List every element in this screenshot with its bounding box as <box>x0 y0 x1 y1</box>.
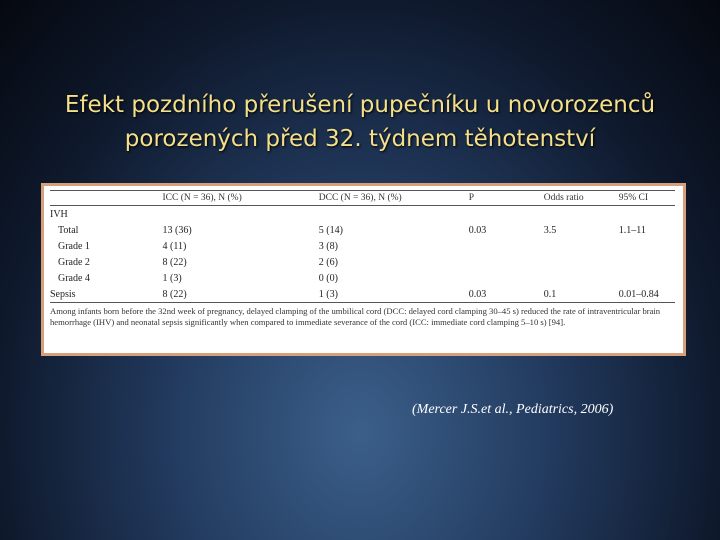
table-row <box>50 286 675 303</box>
slide-title <box>0 88 720 156</box>
table-row <box>50 254 675 270</box>
table-section-row <box>50 206 675 223</box>
table-cell: 1.1–11 <box>618 224 646 236</box>
table-cell: 1 (3) <box>319 286 469 303</box>
table-cell <box>619 270 675 286</box>
table-cell: 0.01–0.84 <box>619 286 675 303</box>
table-header-row <box>50 191 675 206</box>
table-cell: 0.1 <box>544 286 619 303</box>
table-cell: Grade 4 <box>58 272 90 284</box>
header-cell: 95% CI <box>619 191 675 206</box>
section-label: IVH <box>50 208 68 220</box>
table-cell <box>619 254 675 270</box>
table-row <box>50 270 675 286</box>
table-cell <box>544 238 619 254</box>
table-cell <box>469 270 544 286</box>
results-table <box>50 190 675 303</box>
table-row <box>50 222 675 238</box>
table-cell: Sepsis <box>50 286 163 303</box>
table-image-frame <box>41 183 686 356</box>
table-cell <box>619 238 675 254</box>
table-cell <box>469 238 544 254</box>
citation: (Mercer J.S.et al., Pediatrics, 2006) <box>412 402 614 417</box>
table-cell: 3.5 <box>543 224 557 236</box>
table-cell: 0.03 <box>468 224 487 236</box>
table-caption: Among infants born before the 32nd week of pregnancy, delayed clamping of the umbilical cord (DCC: delayed cord clamping 30–45 s) reduced the rate of intraventricular brain hemorrhage (IHV) and neonatal sepsis significantly when compared to immediate severance of the cord (ICC: immediate cord clamping 5–10 s) [94]. <box>50 306 661 327</box>
table-cell: 0.03 <box>469 286 544 303</box>
table-cell: 3 (8) <box>318 240 338 252</box>
header-cell: ICC (N = 36), N (%) <box>163 191 319 206</box>
table-cell: 4 (11) <box>162 240 187 252</box>
table-cell: Grade 2 <box>58 256 90 268</box>
header-cell: DCC (N = 36), N (%) <box>319 191 469 206</box>
table-cell <box>544 254 619 270</box>
table-cell <box>544 270 619 286</box>
table-cell: Total <box>58 224 79 236</box>
table-cell: 2 (6) <box>318 256 338 268</box>
table-cell: 5 (14) <box>318 224 343 236</box>
table-cell: 1 (3) <box>162 272 182 284</box>
table-row <box>50 238 675 254</box>
table-cell <box>469 254 544 270</box>
header-cell: Odds ratio <box>544 191 619 206</box>
study-table <box>44 186 683 353</box>
table-cell: 13 (36) <box>162 224 192 236</box>
table-cell: 8 (22) <box>162 256 187 268</box>
table-cell: Grade 1 <box>58 240 90 252</box>
table-cell: 0 (0) <box>318 272 338 284</box>
table-cell: 8 (22) <box>163 286 319 303</box>
slide-title-line-1: Efekt pozdního přerušení pupečníku u novorozenců <box>64 92 656 118</box>
slide-title-line-2: porozených před 32. týdnem těhotenství <box>124 126 596 152</box>
header-cell <box>50 191 163 206</box>
header-cell: P <box>469 191 544 206</box>
